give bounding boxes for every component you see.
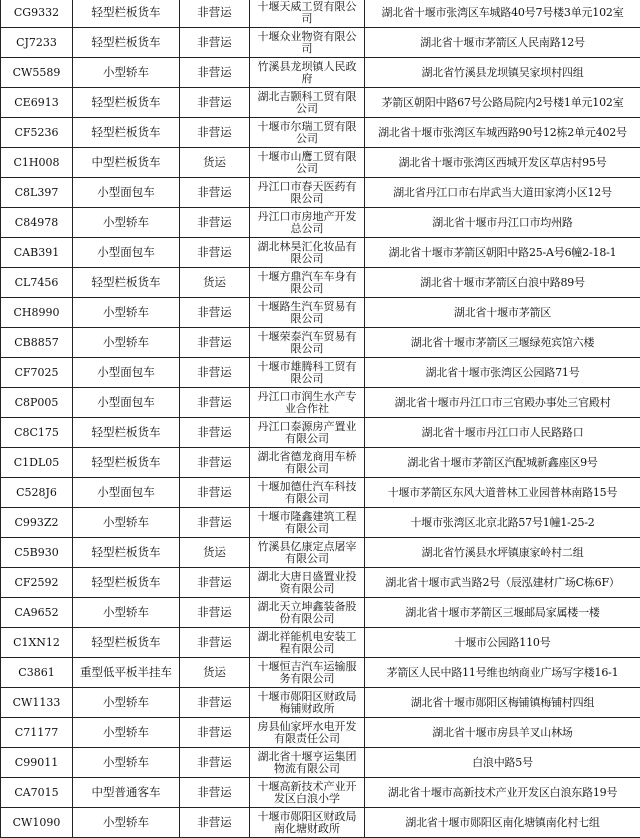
table-row bbox=[1, 58, 640, 88]
vehicle-table-body bbox=[1, 0, 640, 838]
vehicle-type-cell: 小型面包车 bbox=[73, 178, 180, 208]
company-cell: 十堰众业物资有限公司 bbox=[250, 28, 365, 58]
table-row bbox=[1, 748, 640, 778]
usage-cell: 非营运 bbox=[180, 28, 250, 58]
usage-cell: 非营运 bbox=[180, 388, 250, 418]
table-row bbox=[1, 208, 640, 238]
company-cell: 竹溪县亿康定点屠宰有限公司 bbox=[250, 538, 365, 568]
table-row bbox=[1, 388, 640, 418]
table-row bbox=[1, 28, 640, 58]
address-cell: 湖北省十堰市张湾区车城路40号7号楼3单元102室 bbox=[365, 0, 640, 28]
plate-cell: C1XN12 bbox=[1, 628, 73, 658]
address-cell: 湖北省十堰市郧阳区梅铺镇梅铺村四组 bbox=[365, 688, 640, 718]
address-cell: 茅箭区朝阳中路67号公路局院内2号楼1单元102室 bbox=[365, 88, 640, 118]
table-row bbox=[1, 268, 640, 298]
address-cell: 湖北省十堰市张湾区公园路71号 bbox=[365, 358, 640, 388]
table-row bbox=[1, 178, 640, 208]
vehicle-type-cell: 轻型栏板货车 bbox=[73, 568, 180, 598]
address-cell: 湖北省十堰市房县羊叉山林场 bbox=[365, 718, 640, 748]
company-cell: 湖北天立坤鑫装备股份有限公司 bbox=[250, 598, 365, 628]
plate-cell: CW1133 bbox=[1, 688, 73, 718]
company-cell: 丹江口市春天医药有限公司 bbox=[250, 178, 365, 208]
table-row bbox=[1, 538, 640, 568]
vehicle-type-cell: 小型轿车 bbox=[73, 808, 180, 838]
table-row bbox=[1, 298, 640, 328]
usage-cell: 非营运 bbox=[180, 808, 250, 838]
vehicle-type-cell: 小型轿车 bbox=[73, 718, 180, 748]
address-cell: 湖北省竹溪县水坪镇康家岭村二组 bbox=[365, 538, 640, 568]
usage-cell: 非营运 bbox=[180, 748, 250, 778]
usage-cell: 非营运 bbox=[180, 778, 250, 808]
table-row bbox=[1, 418, 640, 448]
plate-cell: CJ7233 bbox=[1, 28, 73, 58]
company-cell: 十堰市雄腾科工贸有限公司 bbox=[250, 358, 365, 388]
company-cell: 十堰高新技术产业开发区白浪小学 bbox=[250, 778, 365, 808]
vehicle-type-cell: 小型轿车 bbox=[73, 748, 180, 778]
usage-cell: 货运 bbox=[180, 538, 250, 568]
usage-cell: 非营运 bbox=[180, 508, 250, 538]
company-cell: 十堰加德仕汽车科技有限公司 bbox=[250, 478, 365, 508]
address-cell: 湖北省十堰市张湾区车城西路90号12栋2单元402号 bbox=[365, 118, 640, 148]
plate-cell: CF5236 bbox=[1, 118, 73, 148]
address-cell: 湖北省十堰市丹江口市人民路路口 bbox=[365, 418, 640, 448]
vehicle-type-cell: 中型栏板货车 bbox=[73, 148, 180, 178]
address-cell: 湖北省十堰市张湾区西城开发区草店村95号 bbox=[365, 148, 640, 178]
address-cell: 湖北省丹江口市右岸武当大道田家湾小区12号 bbox=[365, 178, 640, 208]
usage-cell: 非营运 bbox=[180, 178, 250, 208]
plate-cell: CE6913 bbox=[1, 88, 73, 118]
usage-cell: 非营运 bbox=[180, 628, 250, 658]
vehicle-type-cell: 小型轿车 bbox=[73, 598, 180, 628]
address-cell: 湖北省十堰市茅箭区三堰绿苑宾馆六楼 bbox=[365, 328, 640, 358]
address-cell: 湖北省十堰市茅箭区汽配城新鑫座区9号 bbox=[365, 448, 640, 478]
table-row bbox=[1, 808, 640, 838]
company-cell: 十堰天威工贸有限公司 bbox=[250, 0, 365, 28]
company-cell: 十堰恒吉汽车运输服务有限公司 bbox=[250, 658, 365, 688]
address-cell: 十堰市茅箭区东风大道普林工业园普林南路15号 bbox=[365, 478, 640, 508]
vehicle-type-cell: 小型面包车 bbox=[73, 238, 180, 268]
table-row bbox=[1, 478, 640, 508]
plate-cell: CG9332 bbox=[1, 0, 73, 28]
usage-cell: 非营运 bbox=[180, 88, 250, 118]
company-cell: 十堰荣泰汽车贸易有限公司 bbox=[250, 328, 365, 358]
usage-cell: 非营运 bbox=[180, 478, 250, 508]
company-cell: 湖北吉颢科工贸有限公司 bbox=[250, 88, 365, 118]
usage-cell: 非营运 bbox=[180, 238, 250, 268]
address-cell: 湖北省十堰市茅箭区 bbox=[365, 298, 640, 328]
plate-cell: C5B930 bbox=[1, 538, 73, 568]
usage-cell: 非营运 bbox=[180, 598, 250, 628]
usage-cell: 非营运 bbox=[180, 208, 250, 238]
plate-cell: CL7456 bbox=[1, 268, 73, 298]
company-cell: 十堰市尔瑞工贸有限公司 bbox=[250, 118, 365, 148]
table-row bbox=[1, 0, 640, 28]
vehicle-type-cell: 轻型栏板货车 bbox=[73, 448, 180, 478]
address-cell: 十堰市张湾区北京北路57号1幢1-25-2 bbox=[365, 508, 640, 538]
address-cell: 湖北省十堰市茅箭区白浪中路89号 bbox=[365, 268, 640, 298]
plate-cell: C1DL05 bbox=[1, 448, 73, 478]
plate-cell: CW5589 bbox=[1, 58, 73, 88]
usage-cell: 非营运 bbox=[180, 58, 250, 88]
vehicle-type-cell: 小型轿车 bbox=[73, 208, 180, 238]
vehicle-type-cell: 小型轿车 bbox=[73, 328, 180, 358]
vehicle-type-cell: 轻型栏板货车 bbox=[73, 538, 180, 568]
vehicle-type-cell: 轻型栏板货车 bbox=[73, 0, 180, 28]
address-cell: 湖北省十堰市高新技术产业开发区白浪东路19号 bbox=[365, 778, 640, 808]
table-row bbox=[1, 718, 640, 748]
vehicle-type-cell: 中型普通客车 bbox=[73, 778, 180, 808]
company-cell: 湖北祥能机电安装工程有限公司 bbox=[250, 628, 365, 658]
plate-cell: CAB391 bbox=[1, 238, 73, 268]
address-cell: 湖北省十堰市丹江口市三官殿办事处三官殿村 bbox=[365, 388, 640, 418]
usage-cell: 非营运 bbox=[180, 118, 250, 148]
plate-cell: CH8990 bbox=[1, 298, 73, 328]
company-cell: 十堰市隆鑫建筑工程有限公司 bbox=[250, 508, 365, 538]
address-cell: 十堰市公园路110号 bbox=[365, 628, 640, 658]
usage-cell: 货运 bbox=[180, 268, 250, 298]
company-cell: 十堰市郧阳区财政局梅铺财政所 bbox=[250, 688, 365, 718]
vehicle-type-cell: 轻型栏板货车 bbox=[73, 268, 180, 298]
plate-cell: C84978 bbox=[1, 208, 73, 238]
vehicle-type-cell: 小型轿车 bbox=[73, 688, 180, 718]
plate-cell: C8L397 bbox=[1, 178, 73, 208]
usage-cell: 货运 bbox=[180, 658, 250, 688]
company-cell: 十堰方鼎汽车车身有限公司 bbox=[250, 268, 365, 298]
address-cell: 茅箭区人民中路11号维也纳商业广场写字楼16-1 bbox=[365, 658, 640, 688]
usage-cell: 非营运 bbox=[180, 448, 250, 478]
plate-cell: CW1090 bbox=[1, 808, 73, 838]
table-row bbox=[1, 658, 640, 688]
plate-cell: CF7025 bbox=[1, 358, 73, 388]
vehicle-type-cell: 小型轿车 bbox=[73, 508, 180, 538]
table-row bbox=[1, 148, 640, 178]
company-cell: 湖北大唐日盛置业投资有限公司 bbox=[250, 568, 365, 598]
company-cell: 房县仙家坪水电开发有限责任公司 bbox=[250, 718, 365, 748]
company-cell: 竹溪县龙坝镇人民政府 bbox=[250, 58, 365, 88]
usage-cell: 非营运 bbox=[180, 718, 250, 748]
address-cell: 湖北省十堰市丹江口市均州路 bbox=[365, 208, 640, 238]
company-cell: 十堰市郧阳区财政局南化塘财政所 bbox=[250, 808, 365, 838]
usage-cell: 非营运 bbox=[180, 568, 250, 598]
vehicle-type-cell: 轻型栏板货车 bbox=[73, 118, 180, 148]
usage-cell: 非营运 bbox=[180, 688, 250, 718]
usage-cell: 非营运 bbox=[180, 0, 250, 28]
vehicle-type-cell: 轻型栏板货车 bbox=[73, 628, 180, 658]
vehicle-type-cell: 重型低平板半挂车 bbox=[73, 658, 180, 688]
vehicle-type-cell: 轻型栏板货车 bbox=[73, 28, 180, 58]
vehicle-type-cell: 小型面包车 bbox=[73, 388, 180, 418]
table-row bbox=[1, 238, 640, 268]
table-row bbox=[1, 508, 640, 538]
table-row bbox=[1, 568, 640, 598]
table-row bbox=[1, 328, 640, 358]
table-row bbox=[1, 448, 640, 478]
company-cell: 湖北省十堰亨运集团物流有限公司 bbox=[250, 748, 365, 778]
address-cell: 湖北省竹溪县龙坝镇吴家坝村四组 bbox=[365, 58, 640, 88]
table-row bbox=[1, 358, 640, 388]
plate-cell: C993Z2 bbox=[1, 508, 73, 538]
usage-cell: 货运 bbox=[180, 148, 250, 178]
company-cell: 丹江口市房地产开发总公司 bbox=[250, 208, 365, 238]
plate-cell: C528J6 bbox=[1, 478, 73, 508]
company-cell: 湖北省德龙商用车桥有限公司 bbox=[250, 448, 365, 478]
plate-cell: C71177 bbox=[1, 718, 73, 748]
address-cell: 湖北省十堰市郧阳区南化塘镇南化村七组 bbox=[365, 808, 640, 838]
table-row bbox=[1, 628, 640, 658]
vehicle-type-cell: 小型面包车 bbox=[73, 478, 180, 508]
plate-cell: CA7015 bbox=[1, 778, 73, 808]
company-cell: 丹江口市润生水产专业合作社 bbox=[250, 388, 365, 418]
plate-cell: C99011 bbox=[1, 748, 73, 778]
vehicle-type-cell: 小型轿车 bbox=[73, 58, 180, 88]
vehicle-type-cell: 小型面包车 bbox=[73, 358, 180, 388]
usage-cell: 非营运 bbox=[180, 418, 250, 448]
company-cell: 湖北林昊汇化妆品有限公司 bbox=[250, 238, 365, 268]
plate-cell: CA9652 bbox=[1, 598, 73, 628]
usage-cell: 非营运 bbox=[180, 328, 250, 358]
plate-cell: CB8857 bbox=[1, 328, 73, 358]
address-cell: 湖北省十堰市茅箭区朝阳中路25-A号6幢2-18-1 bbox=[365, 238, 640, 268]
company-cell: 十堰市山鹰工贸有限公司 bbox=[250, 148, 365, 178]
plate-cell: C3861 bbox=[1, 658, 73, 688]
plate-cell: CF2592 bbox=[1, 568, 73, 598]
address-cell: 湖北省十堰市茅箭区三堰邮局家属楼一楼 bbox=[365, 598, 640, 628]
plate-cell: C1H008 bbox=[1, 148, 73, 178]
table-row bbox=[1, 778, 640, 808]
table-row bbox=[1, 688, 640, 718]
plate-cell: C8C175 bbox=[1, 418, 73, 448]
address-cell: 白浪中路5号 bbox=[365, 748, 640, 778]
table-row bbox=[1, 118, 640, 148]
table-row bbox=[1, 598, 640, 628]
vehicle-type-cell: 小型轿车 bbox=[73, 298, 180, 328]
usage-cell: 非营运 bbox=[180, 298, 250, 328]
vehicle-type-cell: 轻型栏板货车 bbox=[73, 88, 180, 118]
company-cell: 十堰路生汽车贸易有限公司 bbox=[250, 298, 365, 328]
usage-cell: 非营运 bbox=[180, 358, 250, 388]
plate-cell: C8P005 bbox=[1, 388, 73, 418]
address-cell: 湖北省十堰市茅箭区人民南路12号 bbox=[365, 28, 640, 58]
vehicle-type-cell: 轻型栏板货车 bbox=[73, 418, 180, 448]
table-row bbox=[1, 88, 640, 118]
address-cell: 湖北省十堰市武当路2号（辰泓建材广场C栋6F） bbox=[365, 568, 640, 598]
company-cell: 丹江口泰源房产置业有限公司 bbox=[250, 418, 365, 448]
